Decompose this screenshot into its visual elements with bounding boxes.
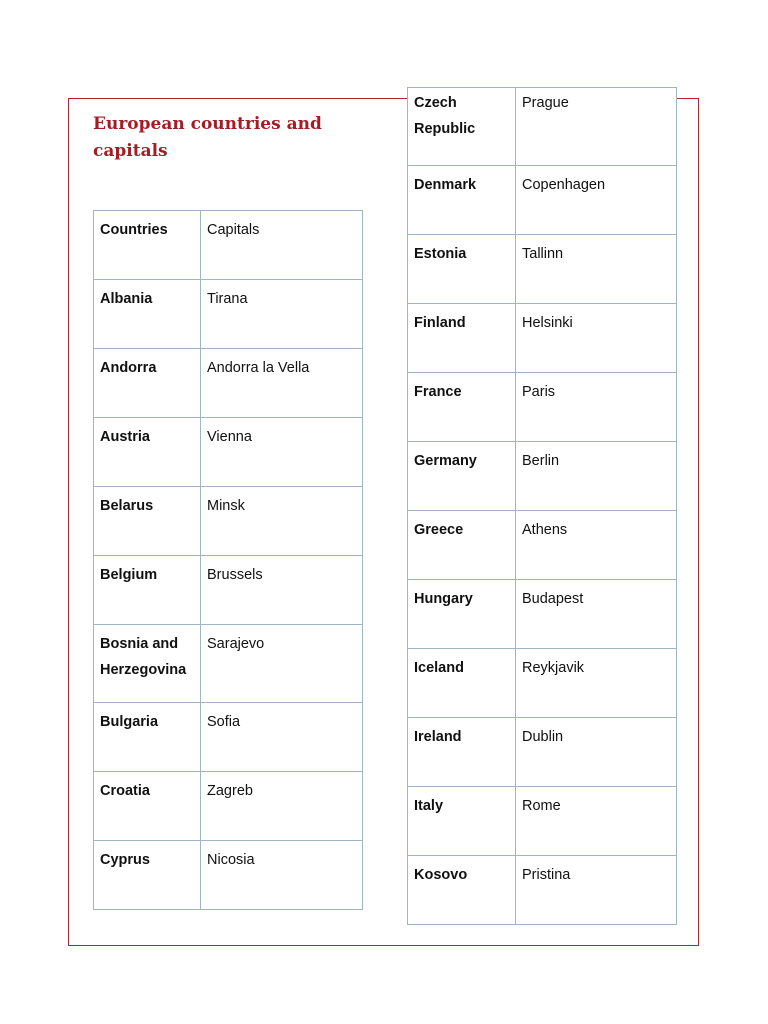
country-cell: Germany <box>408 442 516 511</box>
table-row <box>408 580 677 649</box>
country-cell: Bosnia and Herzegovina <box>94 625 201 703</box>
country-cell: Ireland <box>408 718 516 787</box>
capital-cell: Paris <box>516 373 677 442</box>
capital-cell: Tallinn <box>516 235 677 304</box>
table-row <box>94 487 363 556</box>
capital-cell: Rome <box>516 787 677 856</box>
capital-cell: Copenhagen <box>516 166 677 235</box>
country-cell: Hungary <box>408 580 516 649</box>
document-title: European countries and capitals <box>93 114 322 161</box>
table-row <box>94 280 363 349</box>
capital-cell: Budapest <box>516 580 677 649</box>
capital-cell: Pristina <box>516 856 677 925</box>
capital-cell: Tirana <box>201 280 363 349</box>
country-cell: Belgium <box>94 556 201 625</box>
country-cell: Bulgaria <box>94 703 201 772</box>
capital-cell: Minsk <box>201 487 363 556</box>
table-row <box>408 88 677 166</box>
capital-cell: Reykjavik <box>516 649 677 718</box>
country-cell: Estonia <box>408 235 516 304</box>
country-cell: Kosovo <box>408 856 516 925</box>
countries-capitals-table-right <box>407 87 677 925</box>
capital-cell: Andorra la Vella <box>201 349 363 418</box>
table-row <box>408 649 677 718</box>
table-row <box>408 304 677 373</box>
capital-cell: Helsinki <box>516 304 677 373</box>
country-cell: Croatia <box>94 772 201 841</box>
table-row <box>94 625 363 703</box>
country-cell: Albania <box>94 280 201 349</box>
country-cell: Denmark <box>408 166 516 235</box>
capital-cell: Nicosia <box>201 841 363 910</box>
country-cell: Iceland <box>408 649 516 718</box>
capital-cell: Brussels <box>201 556 363 625</box>
country-cell: Belarus <box>94 487 201 556</box>
table-row <box>94 703 363 772</box>
table-row <box>94 418 363 487</box>
countries-capitals-table-left <box>93 210 363 910</box>
table-row <box>408 235 677 304</box>
table-row <box>94 349 363 418</box>
table-row <box>408 511 677 580</box>
country-cell: Andorra <box>94 349 201 418</box>
country-cell: Finland <box>408 304 516 373</box>
table-row <box>94 772 363 841</box>
capital-cell: Sofia <box>201 703 363 772</box>
table-row <box>408 718 677 787</box>
table-row <box>408 166 677 235</box>
capital-cell: Prague <box>516 88 677 166</box>
table-row <box>408 373 677 442</box>
capital-cell: Sarajevo <box>201 625 363 703</box>
country-cell: Cyprus <box>94 841 201 910</box>
country-cell: Czech Republic <box>408 88 516 166</box>
table-header-row <box>94 211 363 280</box>
country-cell: France <box>408 373 516 442</box>
capital-cell: Berlin <box>516 442 677 511</box>
capital-cell: Athens <box>516 511 677 580</box>
table-row <box>94 556 363 625</box>
table-row <box>408 856 677 925</box>
capital-cell: Zagreb <box>201 772 363 841</box>
table-row <box>94 841 363 910</box>
capital-cell: Dublin <box>516 718 677 787</box>
table-row <box>408 442 677 511</box>
capitals-header: Capitals <box>201 211 363 280</box>
country-cell: Austria <box>94 418 201 487</box>
country-cell: Italy <box>408 787 516 856</box>
capital-cell: Vienna <box>201 418 363 487</box>
table-row <box>408 787 677 856</box>
countries-header: Countries <box>94 211 201 280</box>
country-cell: Greece <box>408 511 516 580</box>
